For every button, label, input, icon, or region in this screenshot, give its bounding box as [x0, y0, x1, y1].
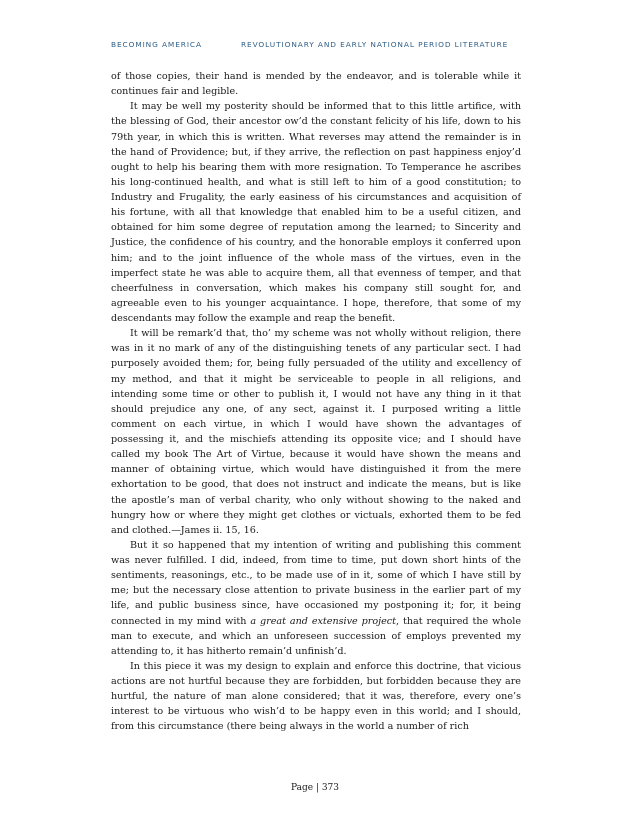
paragraph: It may be well my posterity should be informed that to this little artifice, with the blessing of God, their ancestor ow’d the constant felicity of his life, down to his 79th year, in which this is written. What reverses may attend the remainder is in the hand of Providence; but, if they arrive, the reflection on past happiness enjoy’d ought to help his bearing them with more resignation. To Temperance he ascribes his long-continued health, and what is still left to him of a good constitution; to Industry and Frugality, the early easiness of his circumstances and acquisition of his fortune, with all that knowledge that enabled him to be a useful citizen, and obtained for him some degree of reputation among the learned; to Sincerity and Justice, the confidence of his country, and the honorable employs it conferred upon him; and to the joint influence of the whole mass of the virtues, even in the imperfect state he was able to acquire them, all that evenness of temper, and that cheerfulness in conversation, which makes his company still sought for, and agreeable even to his younger acquaintance. I hope, therefore, that some of my descendants may follow the example and reap the benefit. — [111, 101, 521, 324]
paragraph-text: But it so happened that my intention of writing and publishing this comment was never fulfilled. I did, indeed, from time to time, put down short hints of the sentiments, reasonings, etc., to be made use of in it, some of which I have still by me; but the necessary close attention to private business in the earlier part of my life, and public business since, have occasioned my postponing it; for, it being connected in my mind with — [111, 539, 521, 627]
header-section-title: REVOLUTIONARY AND EARLY NATIONAL PERIOD LITERATURE — [241, 40, 509, 49]
paragraph — [111, 538, 521, 659]
emphasized-phrase: a great and extensive project — [250, 615, 397, 627]
header-book-title: BECOMING AMERICA — [111, 40, 202, 49]
running-header — [111, 40, 531, 49]
paragraph: of those copies, their hand is mended by the endeavor, and is tolerable while it continues fair and legible. — [111, 71, 521, 98]
page-number: Page | 373 — [290, 783, 340, 793]
paragraph: It will be remark’d that, tho’ my scheme was not wholly without religion, there was in it no mark of any of the distinguishing tenets of any particular sect. I had purposely avoided them; for, being fully persuaded of the utility and excellency of my method, and that it might be serviceable to people in all religions, and intending some time or other to publish it, I would not have any thing in it that should prejudice any one, of any sect, against it. I purposed writing a little comment on each virtue, in which I would have shown the advantages of possessing it, and the mischiefs attending its opposite vice; and I should have called my book The Art of Virtue, because it would have shown the means and manner of obtaining virtue, which would have distinguished it from the mere exhortation to be good, that does not instruct and indicate the means, but is like the apostle’s man of verbal charity, who only without showing to the naked and hungry how or where they might get clothes or victuals, exhorted them to be fed and clothed.—James ii. 15, 16. — [111, 328, 521, 536]
paragraph-text: , that required the whole man to execute, and which an unforeseen succession of employs prevented my attending to, it has hitherto remain’d unfinish’d. — [111, 615, 521, 657]
body-text — [111, 69, 521, 735]
paragraph: In this piece it was my design to explain and enforce this doctrine, that vicious actions are not hurtful because they are forbidden, but forbidden because they are hurtful, the nature of man alone considered; that it was, therefore, every one’s interest to be virtuous who wish’d to be happy even in this world; and I should, from this circumstance (there being always in the world a number of rich — [111, 660, 521, 733]
